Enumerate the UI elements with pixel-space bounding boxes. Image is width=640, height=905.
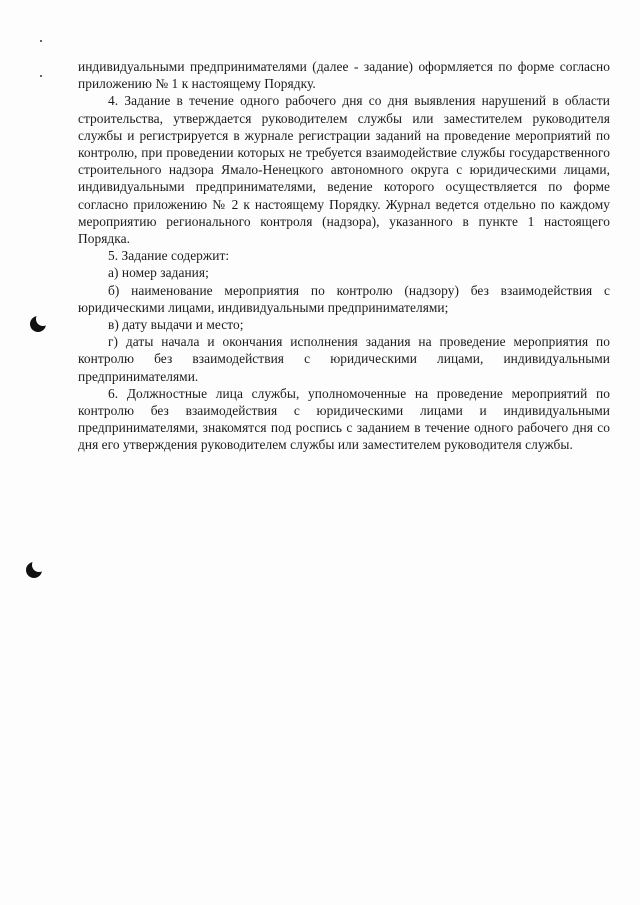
document-body — [78, 58, 610, 454]
punch-hole-mark — [30, 316, 46, 332]
list-item-g: г) даты начала и окончания исполнения задания на проведение мероприятия по контролю без взаимодействия с юридическими лицами, индивидуальными предпринимателями. — [78, 334, 610, 384]
paragraph-item-5: 5. Задание содержит: — [108, 248, 230, 264]
list-item-a: а) номер задания; — [108, 265, 209, 281]
paragraph-item-6: 6. Должностные лица службы, уполномоченные на проведение мероприятий по контролю без взаимодействия с юридическими лицами и индивидуальными предпринимателями, знакомятся под роспись с заданием в течение одного рабочего дня со дня его утверждения руководителем службы или заместителем руководителя службы. — [78, 385, 610, 453]
scan-speck — [40, 75, 42, 77]
paragraph-continuation: индивидуальными предпринимателями (далее - задание) оформляется по форме согласно приложению № 1 к настоящему Порядку. — [78, 59, 610, 92]
list-item-v: в) дату выдачи и место; — [108, 317, 244, 333]
paragraph-item-4: 4. Задание в течение одного рабочего дня со дня выявления нарушений в области строительства, утверждается руководителем службы или заместителем руководителя службы и регистрируется в журнале регистрации заданий на проведение мероприятий по контролю, при проведении которых не требуется взаимодействие службы государственного строительного надзора Ямало-Ненецкого автономного округа с юридическими лицами, индивидуальными предпринимателями, ведение которого осуществляется по форме согласно приложению № 2 к настоящему Порядку. Журнал ведется отдельно по каждому мероприятию регионального контроля (надзора), указанного в пункте 1 настоящего Порядка. — [78, 93, 610, 247]
punch-hole-mark — [26, 562, 42, 578]
list-item-b: б) наименование мероприятия по контролю (надзору) без взаимодействия с юридическими лицами, индивидуальными предпринимателями; — [78, 282, 610, 315]
scan-speck — [40, 40, 42, 42]
